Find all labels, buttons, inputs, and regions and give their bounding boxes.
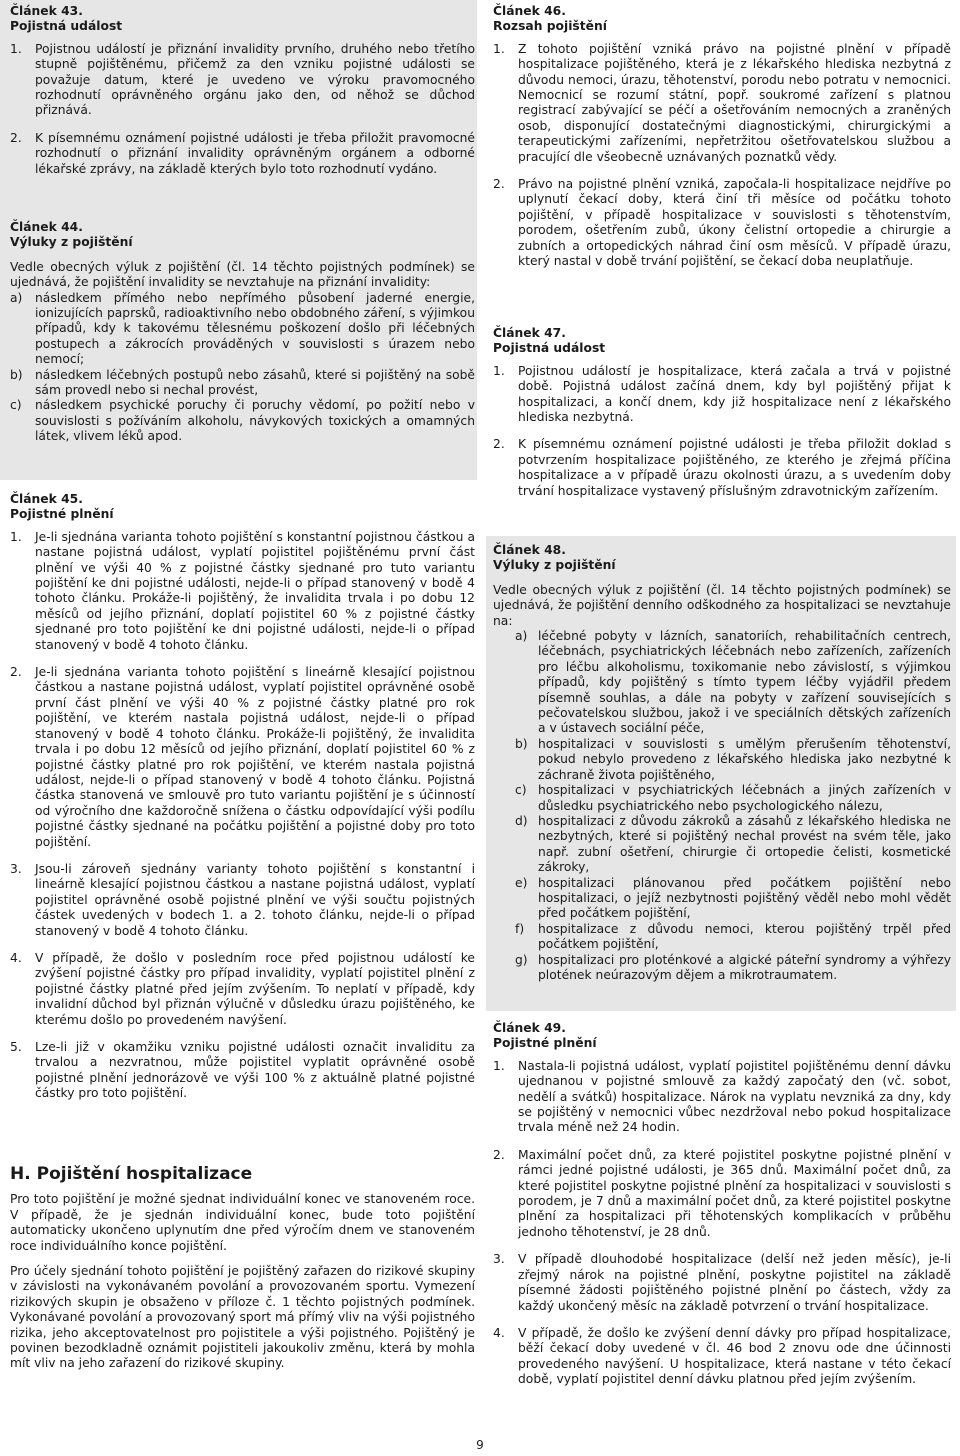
list-item: b) hospitalizaci v souvislosti s umělým přerušením těhotenství, pokud nebylo provedeno z lékařského hlediska jako nezbytné k záchraně života pojištěného, (515, 736, 951, 782)
list-item: g) hospitalizaci pro ploténkové a algické páteřní syndromy a výhřezy plotének neúrazovým dějem a mikrotraumatem. (515, 952, 951, 982)
list-item: 3. V případě dlouhodobé hospitalizace (delší než jeden měsíc), je-li zřejmý nárok na pojistné plnění, poskytne pojistitel na základě písemné žádosti pojištěného pojistné plnění po částech, vždy za každý ukončený měsíc na základě potvrzení o trvání hospitalizace. (493, 1252, 951, 1313)
list-item: 2. Je-li sjednána varianta tohoto pojištění s lineárně klesající pojistnou částkou a nastane pojistná událost, vyplatí pojistitel oprávněné osobě první část plnění ve výši 40 % z pojistné částky platné pro rok pojištění, ve kterém nastala pojistná událost, nejde-li o případ stanovený v bodě 4 tohoto článku. Prokáže-li pojištěný, že invalidita trvala i po dobu 12 měsíců od jejího přiznání, doplatí pojistitel 60 % z pojistné částky platné pro rok pojištění, ve kterém nastala pojistná událost, nejde-li o případ stanovený v bodě 4 tohoto článku. Pojistná částka stanovená ve smlouvě pro tuto variantu pojištění je s účinností od výročního dne každoročně snížena o částku odpovídající výši podílu pojistné částky sjednané na počátku pojištění a pojistné doby pro toto pojištění. (10, 665, 475, 849)
article-title: Pojistná událost (10, 19, 123, 34)
list-item: 3. Jsou-li zároveň sjednány varianty tohoto pojištění s konstantní i lineárně klesající pojistnou částkou a nastane pojistná událost, vyplatí pojistitel oprávněné osobě pojistné plnění ve výši součtu pojistných částek uvedených v bodech 1. a 2. tohoto článku, nejde-li o případ stanovený v bodě 4 tohoto článku. (10, 861, 475, 938)
list-item: a) léčebné pobyty v lázních, sanatoriích, rehabilitačních centrech, léčebnách, psychiatrických léčebnách nebo zařízeních, zařízeních pro léčbu alkoholismu, toxikomanie nebo závislostí, s výjimkou případů, kdy pojištěný s tímto typem léčby vyjádřil předem písemně souhlas, a dále na pobyty v zařízení souvisejících s pečovatelskou službou, jakož i ve speciálních dětských zařízeních a v ústavech sociální péče, (515, 629, 951, 736)
list-item: b) následkem léčebných postupů nebo zásahů, které si pojištěný na sobě sám provedl nebo si nechal provést, (10, 367, 475, 398)
article-heading: Článek 43. (10, 4, 83, 18)
list-item: 1. Je-li sjednána varianta tohoto pojištění s konstantní pojistnou částkou a nastane pojistná událost, vyplatí pojistitel pojištěnému první část plnění ve výši 40 % z pojistné částky sjednané pro tuto variantu pojištění ke dni pojistné události, nejde-li o případ stanovený v bodě 4 tohoto článku. Prokáže-li pojištěný, že invalidita trvala i po dobu 12 měsíců od jejího přiznání, doplatí pojistitel 60 % z pojistné částky sjednané pro toto pojištění ke dni pojistné události, nejde-li o případ stanovený v bodě 4 tohoto článku. (10, 529, 475, 652)
article-47 (493, 326, 951, 511)
list-item: c) následkem psychické poruchy či poruchy vědomí, po požití nebo v souvislosti s požíváním alkoholu, návykových toxických a omamných látek, vlivem léků apod. (10, 398, 475, 444)
list-item: a) následkem přímého nebo nepřímého působení jaderné energie, ionizujících paprsků, radioaktivního nebo obdobného záření, s výjimkou případů, kdy k takovému tělesnému poškození došlo při léčebných postupech a zákrocích prováděných v souvislosti s úrazem nebo nemocí; (10, 290, 475, 367)
list-item: 5. Lze-li již v okamžiku vzniku pojistné události označit invaliditu za trvalou a nezvratnou, může pojistitel vyplatit oprávněné osobě pojistné plnění jednorázově ve výši 100 % z aktuálně platné pojistné částky pro toto pojištění. (10, 1040, 475, 1101)
list-item: 4. V případě, že došlo ke zvýšení denní dávky pro případ hospitalizace, běží čekací doby uvedené v čl. 46 bod 2 znovu ode dne účinnosti provedeného navýšení. U hospitalizace, která nastane v této čekací době, vyplatí pojistitel denní dávku platnou před jejím zvýšením. (493, 1325, 951, 1387)
list-item: 1. Pojistnou událostí je hospitalizace, která začala a trvá v pojistné době. Pojistná událost začíná dnem, kdy byl pojištěný přijat k hospitalizaci, a končí dnem, kdy již hospitalizace není z lékařského hlediska nezbytná. (493, 363, 951, 425)
article-intro: Vedle obecných výluk z pojištění (čl. 14 těchto pojistných podmínek) se ujednává, že pojištění denního odškodného za hospitalizaci se nevztahuje na: (493, 582, 951, 628)
list-item: 1. Pojistnou událostí je přiznání invalidity prvního, druhého nebo třetího stupně pojištěnému, přičemž za den vzniku pojistné události se považuje datum, které je uvedeno ve výroku pravomocného rozhodnutí oprávněného orgánu jako den, od něhož se důchod přiznává. (10, 41, 475, 118)
article-heading: Článek 48. (493, 543, 566, 557)
section-h (10, 1164, 475, 1372)
article-49 (493, 1021, 951, 1400)
article-46 (493, 4, 951, 282)
list-item: 2. K písemnému oznámení pojistné události je třeba přiložit doklad s potvrzením hospitalizace pojištěného, ze kterého je zřejmá příčina hospitalizace a v případě úrazu okolnosti úrazu, a s uvedením doby trvání hospitalizace vystavený příslušným zdravotnickým zařízením. (493, 437, 951, 498)
list-item: 2. Maximální počet dnů, za které pojistitel poskytne pojistné plnění v rámci jedné pojistné události, je 365 dnů. Maximální počet dnů, za které pojistitel poskytne pojistné plnění za hospitalizaci v souvislosti s porodem, je 7 dnů a maximální počet dnů, za které pojistitel poskytne plnění za hospitalizaci při těhotenských komplikacích v průběhu jednoho těhotenství, je 28 dnů. (493, 1147, 951, 1239)
section-heading: H. Pojištění hospitalizace (10, 1164, 253, 1184)
article-heading: Článek 44. (10, 220, 83, 234)
list-item: 1. Z tohoto pojištění vzniká právo na pojistné plnění v případě hospitalizace pojištěného, která je z lékařského hlediska nezbytná z důvodu nemoci, úrazu, těhotenství, porodu nebo potratu v nemocnici. Nemocnicí se rozumí státní, popř. soukromé zařízení s platnou registrací zabývající se péčí a ošetřováním nemocných a zraněných osob, disponující dostatečnými diagnostickými, chirurgickými a terapeutickými zařízeními, nepřetržitou ošetřovatelskou službou a pracující dle všeobecně uznávaných poznatků vědy. (493, 41, 951, 164)
article-title: Rozsah pojištění (493, 19, 607, 34)
list-item: e) hospitalizaci plánovanou před počátkem pojištění nebo hospitalizaci, o jejíž nezbytnosti pojištěný věděl nebo mohl vědět před počátkem pojištění, (515, 875, 951, 921)
article-heading: Článek 46. (493, 4, 566, 18)
list-item: f) hospitalizace z důvodu nemoci, kterou pojištěný trpěl před počátkem pojištění, (515, 921, 951, 952)
article-title: Pojistné plnění (10, 507, 114, 522)
article-title: Výluky z pojištění (10, 235, 133, 250)
article-45 (10, 492, 475, 1114)
article-heading: Článek 49. (493, 1021, 566, 1035)
article-title: Výluky z pojištění (493, 558, 616, 573)
list-item: 4. V případě, že došlo v posledním roce před pojistnou událostí ke zvýšení pojistné částky pro případ invalidity, vyplatí pojistitel plnění z pojistné částky platné před jejím zvýšením. To neplatí v případě, kdy invalidní důchod byl přiznán výlučně v důsledku úrazu pojištěného, ke kterému došlo po provedeném navýšení. (10, 950, 475, 1027)
article-title: Pojistné plnění (493, 1036, 597, 1051)
article-title: Pojistná událost (493, 341, 606, 356)
list-item: 2. K písemnému oznámení pojistné události je třeba přiložit pravomocné rozhodnutí o přiznání invalidity oprávněným orgánem a odborné lékařské zprávy, na základě kterých bylo toto rozhodnutí vydáno. (10, 130, 475, 176)
article-intro: Vedle obecných výluk z pojištění (čl. 14 těchto pojistných podmínek) se ujednává, že pojištění invalidity se nevztahuje na přiznání invalidity: (10, 259, 475, 290)
section-paragraph: Pro účely sjednání tohoto pojištění je pojištěný zařazen do rizikové skupiny v závislosti na vykonávaném povolání a provozovaném sportu. Vymezení rizikových skupin je obsaženo v příloze č. 1 těchto pojistných podmínek. Vykonávané povolání a provozovaný sport má přímý vliv na výši pojistného rizika, jeho akceptovatelnost pro pojistitele a výši pojistného. Pojištěný je povinen bezodkladně oznámit pojistiteli jakoukoliv změnu, která by mohla mít vliv na jeho zařazení do rizikové skupiny. (10, 1264, 475, 1371)
list-item: c) hospitalizaci v psychiatrických léčebnách a jiných zařízeních v důsledku psychiatrického nebo psychologického nálezu, (515, 783, 951, 813)
list-item: d) hospitalizaci z důvodu zákroků a zásahů z lékařského hlediska ne nezbytných, které si pojištěný nechal provést na svém těle, jako např. zubní ošetření, chirurgie či ortopedie čelisti, kosmetické zákroky, (515, 813, 951, 875)
article-44 (10, 220, 475, 445)
list-item: 2. Právo na pojistné plnění vzniká, započala-li hospitalizace nejdříve po uplynutí čekací doby, která činí tři měsíce od počátku tohoto pojištění, v případě hospitalizace v souvislosti s těhotenstvím, porodem, ošetřením zubů, úkony čelistní ortopedie a chirurgie a zubních a ortopedických náhrad činí osm měsíců. V případě úrazu, který nastal v době trvání pojištění, se čekací doba neuplatňuje. (493, 177, 951, 269)
page-number: 9 (476, 1438, 484, 1452)
article-48 (493, 543, 951, 983)
section-paragraph: Pro toto pojištění je možné sjednat individuální konec ve stanoveném roce. V případě, že je sjednán individuální konec, bude toto pojištění automaticky ukončeno uplynutím dne před výročím dnem ve stanoveném roce individuálního konce pojištění. (10, 1192, 475, 1253)
article-heading: Článek 45. (10, 492, 83, 506)
article-43 (10, 4, 475, 189)
article-heading: Článek 47. (493, 326, 566, 340)
list-item: 1. Nastala-li pojistná událost, vyplatí pojistitel pojištěnému denní dávku ujednanou v pojistné smlouvě za každý započatý den (vč. sobot, nedělí a svátků) hospitalizace. Nárok na vyplatu nevzniká za dny, kdy se pojištěný v nemocnici vůbec nezdržoval nebo pokud hospitalizace trvala méně než 24 hodin. (493, 1058, 951, 1135)
